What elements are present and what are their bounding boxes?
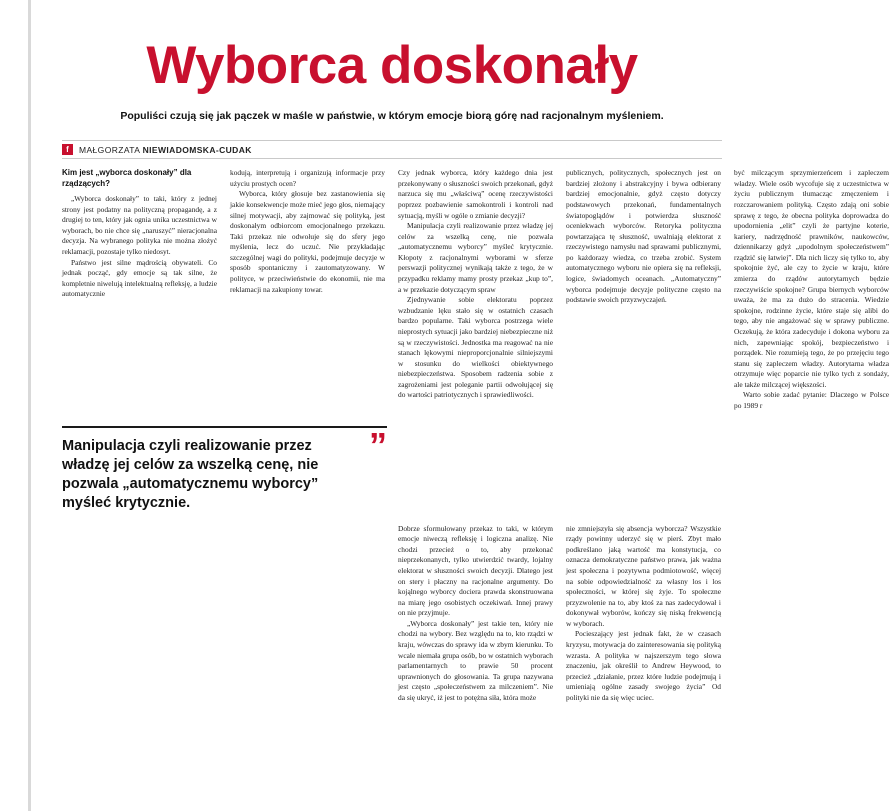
article-content <box>62 0 889 704</box>
author-last-name: NIEWIADOMSKA-CUDAK <box>142 144 252 155</box>
column-4 <box>566 168 721 306</box>
paragraph: Warto sobie zadać pytanie: Dlaczego w Polsce po 1989 r <box>734 390 889 410</box>
paragraph: Zjednywanie sobie elektoratu poprzez wzbudzanie lęku stało się w ostatnich czasach bardzo popularne. Taki wyborca postrzega wiele nieprostych sytuacji jako bardziej niebezpieczne niż są w rzeczywistości. Jednostka ma reagować na nie stanach lękowymi nieproporcjonalnie silniejszymi w stosunku do wielkości obiektywnego niebezpieczeństwa. Sposobem radzenia sobie z zagrożeniami jest poleganie partii odwołującej się do wartości patriotycznych i sprawiedliwości. <box>398 295 553 400</box>
lower-columns <box>62 524 722 704</box>
paragraph: Pocieszający jest jednak fakt, że w czasach kryzysu, motywacja do zainteresowania się polityką wzrasta. A polityka w najszerszym tego słowa znaczeniu, jak określił to Andrew Heywood, to przecież „działanie, przez które ludzie podejmują i umieniają ogólne zasady swojego życia” Od polityki nie da się więc uciec. <box>566 629 721 702</box>
paragraph: „Wyborca doskonały” to taki, który z jednej strony jest podatny na polityczną propagandę, a z drugiej to ten, który jak ognia unika uczestnictwa w wyborach, bo nie chce się „naruszyć” nieracjonalna decyzja. Na wybranego polityka nie można złożyć reklamacji, pozostaje tylko niedosyt. <box>62 194 217 256</box>
paragraph: Państwo jest silne mądrością obywateli. Co jednak począć, gdy emocje są tak silne, że kompletnie niwelują intelektualną refleksję, a ludzie automatycznie <box>62 257 217 299</box>
left-margin-rule <box>28 0 31 811</box>
paragraph: Dobrze sformułowany przekaz to taki, w którym emocje niweczą refleksję i logiczna analizę. Nie chodzi przecież o to, aby przekonać nieprzekonanych, tylko utwierdzić twardy, lojalny elektorat w słuszności swoich decyzji. Dlatego jest on stery i płaczny na racjonalne argumenty. Do kojąlnego wyborcy dociera prawda skonstruowana na miarę jego osobistych oczekiwań. Innej prawy on nie przyjmuje. <box>398 523 553 618</box>
column-7 <box>566 524 721 704</box>
quote-mark-icon: ” <box>369 424 387 466</box>
pull-quote <box>62 426 387 514</box>
column-3 <box>398 168 553 401</box>
column-6 <box>398 524 553 704</box>
column-1 <box>62 168 217 300</box>
section-subhead: Kim jest „wyborca doskonały” dla rządzących? <box>62 168 192 188</box>
byline-marker-icon: f <box>62 144 73 155</box>
author-first-name: MAŁGORZATA <box>79 144 140 155</box>
paragraph: Wyborca, który głosuje bez zastanowienia się jakie konsekwencje może mieć jego głos, niemający silnej motywacji, aby zajmować się polityką, jest doskonałym odbiorcom emocjonalnego przekazu. Taki przekaz nie odwołuje się do sfery jego myślenia, lecz do uczuć. Nie przykładając szczególnej wagi do polityki, podejmuje decyzje w sposób spontaniczny i zautomatyzowany. W polityce, w przeciwieństwie do ekonomii, nie ma reklamacji na zakupiony towar. <box>230 189 385 294</box>
byline-author <box>79 145 252 155</box>
article-deck: Populiści czują się jak pączek w maśle w państwie, w którym emocje biorą górę nad racjonalnym myśleniem. <box>120 110 664 123</box>
upper-columns <box>62 168 889 411</box>
masthead <box>62 0 722 123</box>
paragraph: publicznych, politycznych, społecznych jest on bardziej złożony i abstrakcyjny i bywa odbierany bardziej emocjonalnie, gdyż często dotyczy podstawowych przekonań, fundamentalnych światopoglądów i potwierdza słuszność oceniekwach wyborców. Retoryka polityczna powtarzająca tę słuszność, uwalniają elektorat z rzeczywistego namysłu nad sprawami publicznymi, po każdorazy wiedza, co trzeba zrobić. System automatycznego wyboru nie opiera się na refleksji, logice, świadomych oceanach. „Automatyczny” wyborca podejmuje decyzje polityczne często na podstawie swoich przyzwyczajeń. <box>566 168 721 305</box>
paragraph: być milczącym sprzymierzeńcem i zapleczem władzy. Wiele osób wycofuje się z uczestnictwa w życiu publicznym tłumacząc zmęczeniem i rozczarowaniem polityką. Często zdają oni sobie sprawę z tego, że obecna polityka doprowadza do upodornienia „elit” czyli że partyjne koterie, kariery, nadrzędność prawników, naukowców, dziennikarzy gdyż „upodolnym społeczeństwem” rządzić się łatwiej”. Dla nich liczy się tylko to, aby spokojnie żyć, ale czy to życie w kraju, które zmierza do rządów autorytarnych będzie rzeczywiście spokojne? Grupa biernych wyborców uważa, że ma za dużo do stracenia. Wiedzie spokojne, rodzinne życie, które staje się alibi do tego, aby nie angażować się w sprawy publiczne. Oczekują, że która zadecyduje i dokona wyboru za nich, zapewniając spokój, bezpieczeństwo i porządek. Nie rozumieją tego, że po przejęciu tego stanu się zapleczem władzy. Autorytarna władza otrzymuje więc poparcie nie tylko tych z sondaży, ale także milczącej większości. <box>734 168 889 389</box>
paragraph: Czy jednak wyborca, który każdego dnia jest przekonywany o słuszności swoich przekonań, gdyż narzuca się mu „właściwą” ocenę rzeczywistości poprzez pozbawienie samokontroli i kontroli nad sytuacją, myśli w ogóle o zmianie decyzji? <box>398 168 553 220</box>
paragraph: nie zmniejszyła się absencja wyborcza? Wszystkie rządy powinny uderzyć się w pierś. Zbyt mało podkreślano jaką wartość ma konstytucja, co oznacza demokratyczne państwo prawa, jak ważna jest społeczna i pozytywna podmiotowość, więcej na sobie odpowiedzialność za własny los i los społeczności, w której się żyje. To społeczne przyzwolenie na to, aby ktoś za nas zadecydował i dokonywał wyborów, kończy się niską frekwencją w wyborach. <box>566 523 721 628</box>
column-2 <box>230 168 385 295</box>
pull-quote-text: Manipulacja czyli realizowanie przez władzę jej celów za wszelką cenę, nie pozwala „automatycznemu wyborcy” myśleć krytycznie. <box>62 437 319 512</box>
column-5 <box>734 168 889 411</box>
paragraph: kodują, interpretują i organizują informacje przy użyciu prostych ocen? <box>230 168 385 188</box>
page-title: Wyborca doskonały <box>146 36 638 95</box>
paragraph: Manipulacja czyli realizowanie przez władzę jej celów za wszelką cenę, nie pozwala „automatycznemu wyborcy” myśleć krytycznie. Kłopoty z racjonalnymi wyborami w sferze perswazji politycznej wynikają także z tego, że w przypadku reklamy mamy prosty przekaz „kup to”, a w przekazie dotyczącym spraw <box>398 221 553 294</box>
paragraph: „Wyborca doskonały” jest takie ten, który nie chodzi na wybory. Bez względu na to, kto rządzi w kraju, wówczas do sprawy ida w zbym kierunku. To wcale niemała grupa osób, bo w ostatnich wyborach parlamentarnych to prawie 50 procent uprawnionych do głosowania. Ta grupa nazywana jest często „społeczeństwem za milczeniem”. Nie da się ukryć, iż jest to potężna siła, która może <box>398 618 553 702</box>
byline <box>62 140 722 159</box>
